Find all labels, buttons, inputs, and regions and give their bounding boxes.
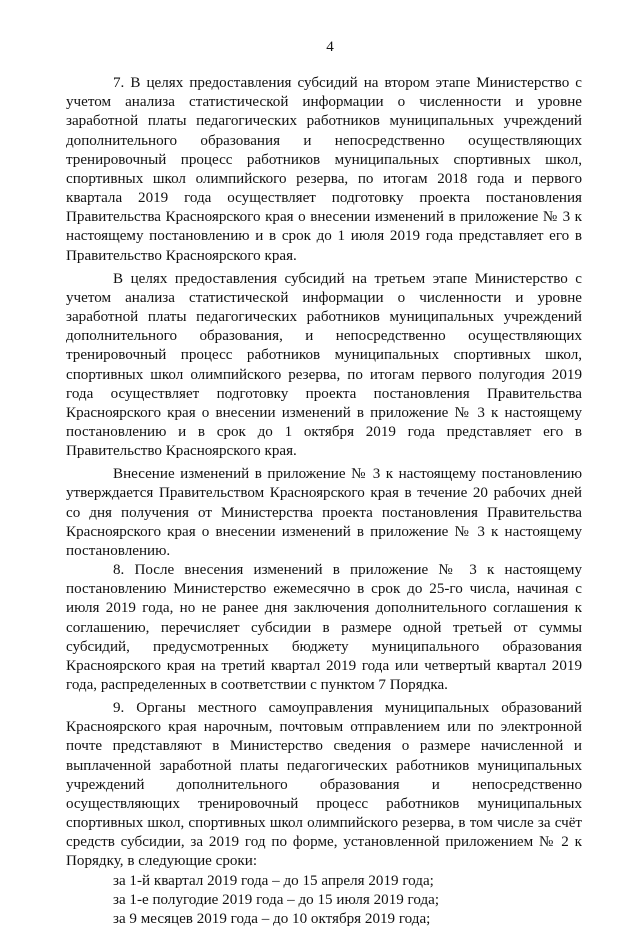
paragraph-9-reporting: 9. Органы местного самоуправления муниципальных образований Красноярского края нарочным, почтовым отправлением или по электронной почте представляют в Министерство сведения о размере начисленной и выплаченной заработной платы педагогических работников муниципальных учреждений дополнительного образования и непосредственно осуществляющих тренировочный процесс работников муниципальных спортивных школ, спортивных школ олимпийского резерва, в том числе за счёт средств субсидии, за 2019 год по форме, установленной приложением № 2 к Порядку, в следующие сроки: [66,700,582,870]
paragraph-7-second-stage: 7. В целях предоставления субсидий на втором этапе Министерство с учетом анализа статистической информации о численности и уровне заработной платы педагогических работников муниципальных учреждений дополнительного образования и непосредственно осуществляющих тренировочный процесс работников муниципальных спортивных школ, спортивных школ олимпийского резерва, по итогам 2018 года и первого квартала 2019 года осуществляет подготовку проекта постановления Правительства Красноярского края о внесении изменений в приложение № 3 к настоящему постановлению и в срок до 1 июля 2019 года представляет его в Правительство Красноярского края. [66,75,582,264]
paragraph-8-transfers: 8. После внесения изменений в приложение № 3 к настоящему постановлению Министерство ежемесячно в срок до 25-го числа, начиная с июля 2019 года, но не ранее дня заключения дополнительного соглашения к соглашению, перечисляет субсидии в размере одной третьей от суммы субсидий, предусмотренных бюджету муниципального образования Красноярского края на третий квартал 2019 года или четвертый квартал 2019 года, распределенных в соответствии с пунктом 7 Порядка. [66,562,582,693]
deadline-nine-months: за 9 месяцев 2019 года – до 10 октября 2019 года; [113,910,431,927]
paragraph-amendment-approval: Внесение изменений в приложение № 3 к настоящему постановлению утверждается Правительством Красноярского края в течение 20 рабочих дней со дня получения от Министерства проекта постановления Правительства Красноярского края о внесении изменений в приложение № 3 к настоящему постановлению. [66,466,582,559]
deadline-half-year: за 1-е полугодие 2019 года – до 15 июля 2019 года; [113,891,440,908]
deadline-q1: за 1-й квартал 2019 года – до 15 апреля 2019 года; [113,872,434,889]
document-page [66,38,582,929]
page-number: 4 [326,39,334,55]
deadline-list [66,872,582,929]
paragraph-third-stage: В целях предоставления субсидий на третьем этапе Министерство с учетом анализа статистической информации о численности и уровне заработной платы педагогических работников муниципальных учреждений дополнительного образования, и непосредственно осуществляющих тренировочный процесс работников муниципальных спортивных школ, спортивных школ олимпийского резерва, по итогам первого полугодия 2019 года осуществляет подготовку проекта постановления Правительства Красноярского края о внесении изменений в приложение № 3 к настоящему постановлению и в срок до 1 октября 2019 года представляет его в Правительство Красноярского края. [66,270,582,460]
